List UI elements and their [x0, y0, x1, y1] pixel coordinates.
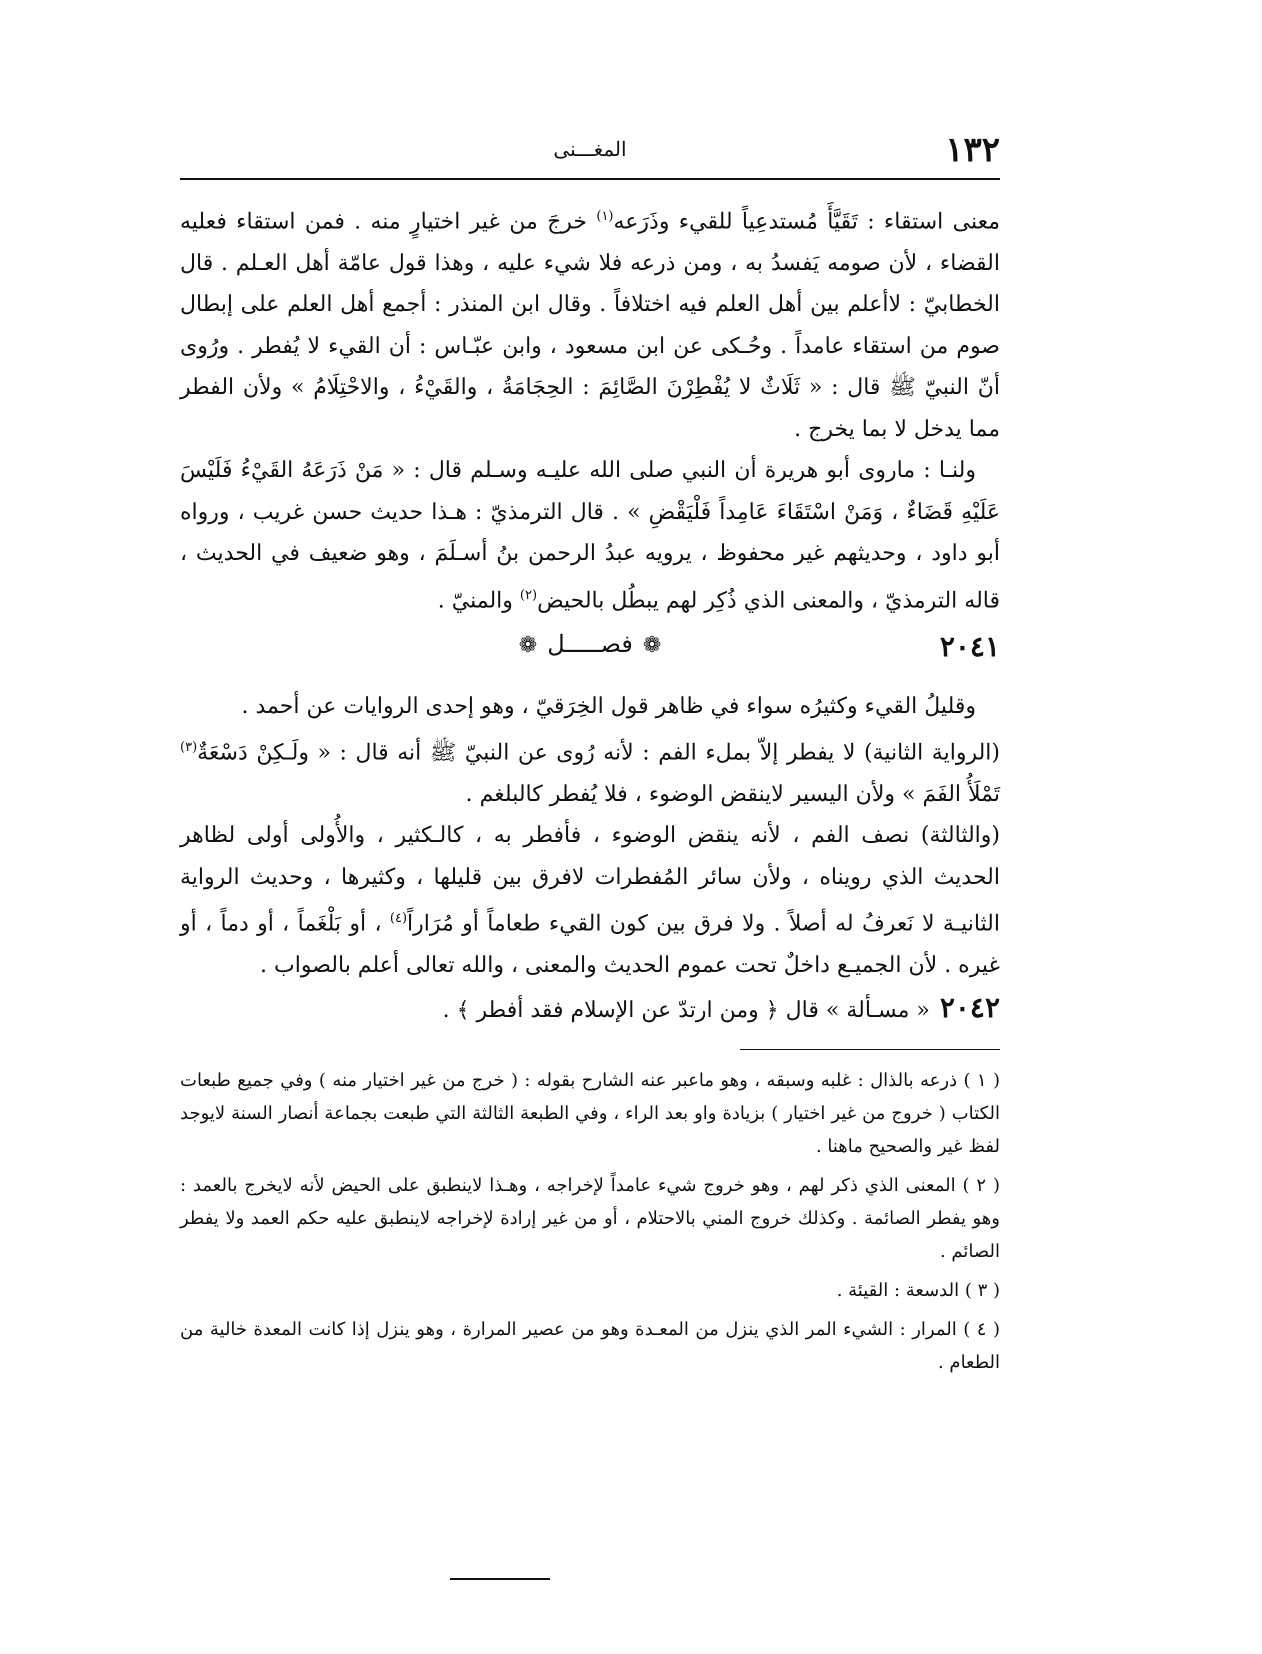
- footnote-1: ( ١ ) ذرعه بالذال : غلبه وسبقه ، وهو ماعبر عنه الشارح بقوله : ( خرج من غير اختيار منه ) وفي جميع طبعات الكتاب ( خروج من غير اختيار ) بزيادة واو بعد الراء ، وفي الطبعة الثالثة التي طبعت بجماعة أنصار السنة لايوجد لفظ غير والصحيح ماهنا .: [180, 1070, 1000, 1158]
- ornament-icon: ❁: [642, 632, 662, 658]
- footnote-ref-3[interactable]: (٣): [180, 740, 198, 756]
- paragraph-2: ولنـا : ماروى أبو هريرة أن النبي صلى الله عليـه وسـلم قال : « مَنْ ذَرَعَهُ القَيْءُ فَلَيْسَ عَلَيْهِ قَضَاءٌ ، وَمَنْ اسْتَقَاءَ عَامِداً فَلْيَقْضِ » . قال الترمذيّ : هـذا حديث حسن غريب ، ورواه أبو داود ، وحديثهم غير محفوظ ، يرويه عبدُ الرحمن بنُ أسـلَمَ ، وهو ضعيف في الحديث ، قاله الترمذيّ ، والمعنى الذي ذُكِر لهم يبطُل بالحيض$^{(٢)}$ والمنيّ .: [180, 458, 1000, 614]
- paragraph-1: معنى استقاء : تَقَيَّأَ مُستدعِياً للقيء وذَرَعه$^{(١)}$ خرجَ من غير اختيارٍ منه . فمن استقاء فعليه القضاء ، لأن صومه يَفسدُ به ، ومن ذرعه فلا شيء عليه ، وهذا قول عامّة أهل العـلم . قال الخطابيّ : لاأعلم بين أهل العلم فيه اختلافاً . وقال ابن المنذر : أجمع أهل العلم على إبطال صوم من استقاء عامداً . وحُـكى عن ابن مسعود ، وابن عبّـاس : أن القيء لا يُفطر . ورُوى أنّ النبيّ ﷺ قال : « ثَلَاثٌ لا يُفْطِرْنَ الصَّائِمَ : الحِجَامَةُ ، والقَيْءُ ، والاحْتِلَامُ » ولأن الفطر مما يدخل لا بما يخرج .: [180, 209, 1000, 442]
- footnote-ref-1[interactable]: (١): [596, 209, 614, 224]
- section-title-wrap: [180, 630, 1000, 658]
- ornament-icon: ❁: [518, 632, 538, 658]
- footnotes: [180, 1064, 1000, 1379]
- section-number: ٢٠٤١: [939, 629, 1000, 663]
- paragraph-5: (والثالثة) نصف الفم ، لأنه ينقض الوضوء ، فأفطر به ، كالـكثير ، والأُولى أولى لظاهر الحديث الذي رويناه ، ولأن سائر المُفطرات لافرق بين قليلها ، وكثيرها ، وحديث الرواية الثانيـة لا نَعرفُ له أصلاً . ولا فرق بين كون القيء طعاماً أو مُرَاراً$^{(٤)}$ ، أو بَلْغَماً ، أو دماً ، أو غيره . لأن الجميـع داخلٌ تحت عموم الحديث والمعنى ، والله تعالى أعلم بالصواب .: [180, 823, 1000, 979]
- header-rule: [180, 178, 1000, 180]
- book-page: [180, 130, 1000, 1374]
- section-heading: [180, 622, 1000, 686]
- end-rule: [450, 1578, 550, 1580]
- paragraph-3: وقليلُ القيء وكثيرُه سواء في ظاهر قول الخِرَقيّ ، وهو إحدى الروايات عن أحمد .: [241, 693, 976, 719]
- footnote-ref-2[interactable]: (٢): [519, 587, 538, 603]
- page-header: [180, 130, 1000, 174]
- section-title: فصـــــل: [547, 629, 633, 658]
- main-text: [180, 196, 1000, 1379]
- paragraph-4: (الرواية الثانية) لا يفطر إلاّ بملء الفم : لأنه رُوى عن النبيّ ﷺ أنه قال : « ولَـكِنْ دَسْعَةٌ$^{(٣)}$ تَمْلَأُ الفَمَ » ولأن اليسير لاينقض الوضوء ، فلا يُفطر كالبلغم .: [180, 740, 1000, 807]
- footnote-rule: [740, 1049, 1000, 1050]
- page-number: ١٣٢: [945, 130, 1000, 170]
- masala-number: ٢٠٤٢: [939, 990, 1000, 1024]
- running-title: المغـــنى: [553, 137, 627, 161]
- footnote-4: ( ٤ ) المرار : الشيء المر الذي ينزل من المعـدة وهو من عصير المرارة ، وهو ينزل إذا كانت المعدة خالية من الطعام .: [180, 1319, 1000, 1374]
- masala-text: « مسـألة » قال ﴿ ومن ارتدّ عن الإسلام فقد أفطر ﴾ .: [442, 997, 930, 1023]
- footnote-ref-4[interactable]: (٤): [389, 911, 408, 927]
- footnote-2: ( ٢ ) المعنى الذي ذكر لهم ، وهو خروج شيء عامداً لإخراجه ، وهـذا لاينطبق على الحيض لأنه لايخرج بالعمد : وهو يفطر الصائمة . وكذلك خروج المني بالاحتلام ، أو من غير إرادة لإخراجه لاينطبق عليه حكم العمد ولا يفطر الصائم .: [180, 1175, 1000, 1263]
- masala-line: [180, 987, 1000, 1032]
- footnote-3: ( ٣ ) الدسعة : القيئة .: [836, 1280, 1000, 1302]
